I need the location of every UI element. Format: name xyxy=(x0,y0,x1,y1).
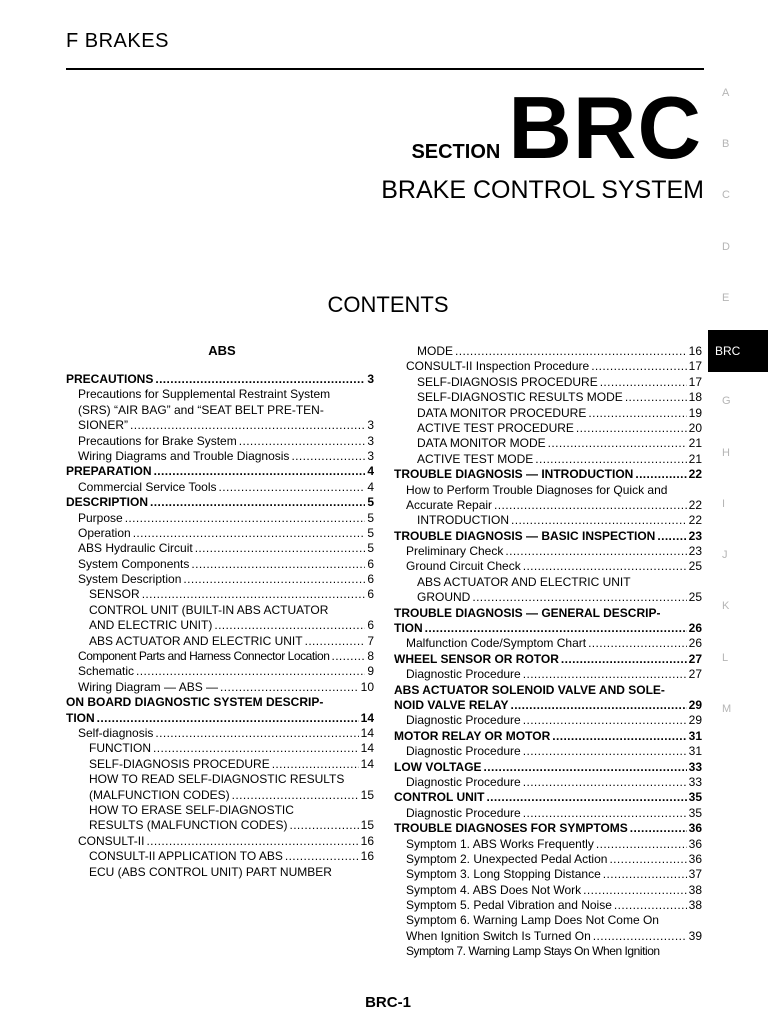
toc-entry-title: CONTROL UNIT (BUILT-IN ABS ACTUATOR xyxy=(89,602,329,617)
toc-entry-page: 39 xyxy=(688,928,702,943)
toc-entry-page: 3 xyxy=(367,418,374,433)
toc-entry-page: 29 xyxy=(688,697,702,712)
toc-entry-title: SELF-DIAGNOSTIC RESULTS MODE xyxy=(417,390,623,405)
side-tab-l[interactable]: L xyxy=(722,652,729,664)
toc-leader-dots xyxy=(588,406,686,421)
toc-entry-title: TROUBLE DIAGNOSIS — INTRODUCTION xyxy=(394,467,634,482)
toc-entry-page: 36 xyxy=(688,821,702,836)
toc-leader-dots xyxy=(630,821,687,836)
toc-entry[interactable] xyxy=(394,621,702,636)
toc-entry-title: ACTIVE TEST PROCEDURE xyxy=(417,420,574,435)
toc-leader-dots xyxy=(130,418,365,433)
toc-entry-title: TION xyxy=(66,710,95,725)
toc-entry-page: 33 xyxy=(688,774,702,789)
toc-entry-title: Diagnostic Procedure xyxy=(406,667,521,682)
toc-entry[interactable] xyxy=(66,387,374,402)
toc-entry-page: 3 xyxy=(367,433,374,448)
toc-entry-page: 23 xyxy=(688,528,702,543)
toc-entry-title: ABS ACTUATOR AND ELECTRIC UNIT xyxy=(417,574,631,589)
side-tab-j[interactable]: J xyxy=(722,549,728,561)
toc-entry[interactable] xyxy=(394,837,702,852)
toc-leader-dots xyxy=(239,434,366,449)
toc-entry-page: 4 xyxy=(367,464,374,479)
toc-entry-page: 27 xyxy=(688,651,702,666)
toc-entry[interactable] xyxy=(66,434,374,449)
toc-entry-title: Ground Circuit Check xyxy=(406,559,521,574)
toc-entry-page: 14 xyxy=(360,741,374,756)
toc-entry-title: Symptom 4. ABS Does Not Work xyxy=(406,882,582,897)
toc-entry-title: Wiring Diagrams and Trouble Diagnosis xyxy=(78,448,290,463)
toc-entry-page: 16 xyxy=(360,833,374,848)
toc-entry-title: WHEEL SENSOR OR ROTOR xyxy=(394,651,559,666)
side-tab-k[interactable]: K xyxy=(722,600,730,612)
toc-entry[interactable] xyxy=(394,559,702,574)
toc-entry-title: SELF-DIAGNOSIS PROCEDURE xyxy=(417,374,598,389)
toc-entry-page: 4 xyxy=(367,479,374,494)
toc-leader-dots xyxy=(125,511,366,526)
toc-entry-title: ABS ACTUATOR SOLENOID VALVE AND SOLE- xyxy=(394,682,665,697)
toc-entry[interactable] xyxy=(66,849,374,864)
side-tab-h[interactable]: H xyxy=(722,447,730,459)
toc-leader-dots xyxy=(593,929,687,944)
toc-entry-title: Diagnostic Procedure xyxy=(406,805,521,820)
toc-leader-dots xyxy=(596,837,687,852)
toc-entry[interactable] xyxy=(394,390,702,405)
toc-entry-page: 36 xyxy=(688,836,702,851)
toc-entry[interactable] xyxy=(394,375,702,390)
toc-entry[interactable] xyxy=(394,667,702,682)
toc-entry-title: RESULTS (MALFUNCTION CODES) xyxy=(89,818,288,833)
toc-entry[interactable] xyxy=(394,729,702,744)
toc-entry[interactable] xyxy=(66,618,374,633)
toc-leader-dots xyxy=(494,498,687,513)
toc-entry[interactable] xyxy=(66,757,374,772)
toc-entry-page: 9 xyxy=(367,664,374,679)
toc-entry[interactable] xyxy=(394,467,702,482)
toc-leader-dots xyxy=(155,372,365,387)
toc-entry-title: Symptom 3. Long Stopping Distance xyxy=(406,867,601,882)
toc-entry-title: MOTOR RELAY OR MOTOR xyxy=(394,728,551,743)
toc-entry-title: How to Perform Trouble Diagnoses for Quick and xyxy=(406,482,668,497)
toc-entry-title: TROUBLE DIAGNOSIS — BASIC INSPECTION xyxy=(394,528,656,543)
toc-entry[interactable] xyxy=(394,421,702,436)
toc-leader-dots xyxy=(523,667,687,682)
toc-entry-title: Self-diagnosis xyxy=(78,725,154,740)
toc-leader-dots xyxy=(272,757,359,772)
toc-entry-page: 5 xyxy=(367,525,374,540)
toc-entry-page: 6 xyxy=(367,618,374,633)
toc-entry-title: When Ignition Switch Is Turned On xyxy=(406,928,591,943)
toc-entry[interactable] xyxy=(66,557,374,572)
toc-leader-dots xyxy=(232,788,359,803)
toc-entry[interactable] xyxy=(66,834,374,849)
toc-left-column xyxy=(66,372,374,880)
toc-leader-dots xyxy=(523,775,687,790)
toc-entry[interactable] xyxy=(394,913,702,928)
toc-leader-dots xyxy=(195,541,366,556)
toc-entry[interactable] xyxy=(66,634,374,649)
toc-entry-page: 6 xyxy=(367,556,374,571)
toc-entry-title: NOID VALVE RELAY xyxy=(394,697,509,712)
toc-leader-dots xyxy=(635,467,686,482)
toc-entry-title: SIONER” xyxy=(78,418,129,433)
toc-entry[interactable] xyxy=(394,483,702,498)
toc-entry-title: Commercial Service Tools xyxy=(78,479,217,494)
toc-entry-page: 6 xyxy=(367,587,374,602)
toc-entry[interactable] xyxy=(394,513,702,528)
side-tab-brc-active[interactable]: BRC xyxy=(708,330,768,372)
toc-entry-page: 5 xyxy=(367,495,374,510)
toc-leader-dots xyxy=(425,621,687,636)
toc-leader-dots xyxy=(523,559,687,574)
contents-heading: CONTENTS xyxy=(327,292,449,317)
toc-leader-dots xyxy=(285,849,359,864)
toc-entry-page: 38 xyxy=(688,882,702,897)
side-tab-m[interactable]: M xyxy=(722,703,732,715)
toc-entry-title: GROUND xyxy=(417,590,471,605)
toc-entry-title: PRECAUTIONS xyxy=(66,372,154,386)
toc-leader-dots xyxy=(591,359,686,374)
toc-entry-title: SELF-DIAGNOSIS PROCEDURE xyxy=(89,756,270,771)
toc-entry-title: (SRS) “AIR BAG” and “SEAT BELT PRE-TEN- xyxy=(78,402,324,417)
toc-leader-dots xyxy=(523,713,687,728)
section-word: SECTION xyxy=(411,141,501,163)
toc-entry[interactable] xyxy=(66,664,374,679)
toc-entry[interactable] xyxy=(66,572,374,587)
toc-entry-page: 17 xyxy=(688,359,702,374)
toc-entry-page: 14 xyxy=(360,756,374,771)
toc-entry-title: Symptom 5. Pedal Vibration and Noise xyxy=(406,898,612,913)
toc-entry-title: Component Parts and Harness Connector Location xyxy=(78,649,330,664)
toc-entry-title: (MALFUNCTION CODES) xyxy=(89,787,230,802)
toc-leader-dots xyxy=(588,636,687,651)
toc-entry[interactable] xyxy=(66,603,374,618)
toc-entry-page: 37 xyxy=(688,867,702,882)
toc-entry-title: Diagnostic Procedure xyxy=(406,713,521,728)
toc-entry-page: 3 xyxy=(367,372,374,386)
toc-entry-page: 36 xyxy=(688,851,702,866)
toc-entry[interactable] xyxy=(394,590,702,605)
toc-entry-title: CONSULT-II APPLICATION TO ABS xyxy=(89,849,283,864)
toc-entry[interactable] xyxy=(66,449,374,464)
toc-entry-title: System Description xyxy=(78,572,182,587)
toc-leader-dots xyxy=(486,790,686,805)
toc-entry-title: DESCRIPTION xyxy=(66,495,149,510)
toc-entry[interactable] xyxy=(394,406,702,421)
toc-entry-title: ABS Hydraulic Circuit xyxy=(78,541,193,556)
toc-entry-page: 17 xyxy=(688,374,702,389)
toc-leader-dots xyxy=(191,557,365,572)
toc-entry[interactable] xyxy=(66,372,374,387)
toc-entry[interactable] xyxy=(394,698,702,713)
toc-leader-dots xyxy=(153,741,359,756)
toc-entry[interactable] xyxy=(394,775,702,790)
toc-leader-dots xyxy=(548,436,687,451)
toc-entry-title: ECU (ABS CONTROL UNIT) PART NUMBER xyxy=(89,864,332,879)
toc-entry[interactable] xyxy=(66,526,374,541)
toc-entry-page: 19 xyxy=(688,405,702,420)
side-tab-i[interactable]: I xyxy=(722,498,726,510)
toc-leader-dots xyxy=(583,883,686,898)
toc-leader-dots xyxy=(484,760,687,775)
toc-entry-title: ACTIVE TEST MODE xyxy=(417,451,534,466)
toc-entry[interactable] xyxy=(394,436,702,451)
toc-leader-dots xyxy=(291,449,365,464)
toc-entry-title: ABS ACTUATOR AND ELECTRIC UNIT xyxy=(89,633,303,648)
toc-entry[interactable] xyxy=(66,495,374,510)
toc-entry-page: 16 xyxy=(360,849,374,864)
toc-entry[interactable] xyxy=(394,898,702,913)
toc-leader-dots xyxy=(657,529,686,544)
side-tab-a[interactable]: A xyxy=(722,87,730,99)
toc-leader-dots xyxy=(609,852,686,867)
toc-entry-title: System Components xyxy=(78,556,190,571)
toc-entry[interactable] xyxy=(66,403,374,418)
toc-entry[interactable] xyxy=(394,806,702,821)
toc-entry-page: 26 xyxy=(688,621,702,636)
toc-entry-page: 10 xyxy=(360,679,374,694)
toc-entry[interactable] xyxy=(66,772,374,787)
toc-entry[interactable] xyxy=(394,852,702,867)
toc-entry[interactable] xyxy=(66,695,374,710)
document-title: BRAKE CONTROL SYSTEM xyxy=(381,176,704,204)
toc-leader-dots xyxy=(305,634,366,649)
toc-entry-title: Malfunction Code/Symptom Chart xyxy=(406,636,587,651)
abs-column-heading: ABS xyxy=(208,343,236,358)
toc-leader-dots xyxy=(289,818,358,833)
toc-leader-dots xyxy=(552,729,686,744)
toc-leader-dots xyxy=(219,480,366,495)
toc-entry-title: Symptom 6. Warning Lamp Does Not Come On xyxy=(406,913,659,928)
toc-entry-page: 33 xyxy=(688,759,702,774)
toc-entry[interactable] xyxy=(394,760,702,775)
toc-entry[interactable] xyxy=(66,865,374,880)
toc-entry-title: FUNCTION xyxy=(89,741,151,756)
toc-entry-title: Symptom 2. Unexpected Pedal Action xyxy=(406,851,608,866)
toc-entry-page: 3 xyxy=(367,448,374,463)
toc-entry-title: DATA MONITOR MODE xyxy=(417,436,546,451)
toc-leader-dots xyxy=(576,421,687,436)
toc-entry-title: TION xyxy=(394,621,423,636)
toc-entry-page: 23 xyxy=(688,544,702,559)
toc-entry-page: 22 xyxy=(688,467,702,482)
toc-entry-page: 21 xyxy=(688,451,702,466)
toc-entry[interactable] xyxy=(394,359,702,374)
toc-entry[interactable] xyxy=(394,636,702,651)
toc-entry-title: TROUBLE DIAGNOSES FOR SYMPTOMS xyxy=(394,821,628,836)
side-tab-g[interactable]: G xyxy=(722,395,731,407)
toc-entry-page: 35 xyxy=(688,790,702,805)
toc-entry[interactable] xyxy=(66,803,374,818)
toc-entry[interactable] xyxy=(394,867,702,882)
toc-entry-title: ON BOARD DIAGNOSTIC SYSTEM DESCRIP- xyxy=(66,695,324,710)
toc-entry[interactable] xyxy=(394,452,702,467)
toc-entry[interactable] xyxy=(66,741,374,756)
toc-leader-dots xyxy=(600,375,687,390)
toc-leader-dots xyxy=(511,513,687,528)
toc-entry[interactable] xyxy=(394,744,702,759)
toc-entry-title: TROUBLE DIAGNOSIS — GENERAL DESCRIP- xyxy=(394,605,661,620)
toc-entry-page: 18 xyxy=(688,390,702,405)
toc-entry-title: Symptom 1. ABS Works Frequently xyxy=(406,836,594,851)
toc-entry-title: Preliminary Check xyxy=(406,544,504,559)
toc-entry-page: 20 xyxy=(688,420,702,435)
toc-entry-page: 16 xyxy=(688,344,702,358)
toc-entry[interactable] xyxy=(394,606,702,621)
toc-entry[interactable] xyxy=(394,652,702,667)
toc-entry-page: 15 xyxy=(360,787,374,802)
toc-leader-dots xyxy=(523,806,687,821)
toc-entry-title: HOW TO READ SELF-DIAGNOSTIC RESULTS xyxy=(89,772,345,787)
toc-entry[interactable] xyxy=(394,883,702,898)
toc-entry-title: LOW VOLTAGE xyxy=(394,759,482,774)
toc-entry-page: 25 xyxy=(688,590,702,605)
side-tab-c[interactable]: C xyxy=(722,189,730,201)
toc-entry-title: MODE xyxy=(417,344,453,358)
toc-entry[interactable] xyxy=(394,929,702,944)
toc-entry[interactable] xyxy=(394,683,702,698)
toc-entry-title: Diagnostic Procedure xyxy=(406,774,521,789)
toc-entry[interactable] xyxy=(66,788,374,803)
toc-entry-page: 22 xyxy=(688,497,702,512)
toc-leader-dots xyxy=(142,587,366,602)
toc-entry-title: PREPARATION xyxy=(66,464,152,479)
toc-entry-page: 22 xyxy=(688,513,702,528)
toc-leader-dots xyxy=(331,649,365,664)
toc-entry-page: 26 xyxy=(688,636,702,651)
toc-entry[interactable] xyxy=(66,726,374,741)
toc-entry[interactable] xyxy=(66,680,374,695)
toc-entry-title: SENSOR xyxy=(89,587,140,602)
toc-entry-title: CONSULT-II xyxy=(78,833,145,848)
toc-entry-title: Schematic xyxy=(78,664,135,679)
toc-leader-dots xyxy=(510,698,686,713)
toc-entry-page: 5 xyxy=(367,510,374,525)
toc-entry-title: CONSULT-II Inspection Procedure xyxy=(406,359,590,374)
toc-entry[interactable] xyxy=(394,790,702,805)
section-code: BRC xyxy=(508,78,702,177)
toc-entry-page: 31 xyxy=(688,728,702,743)
toc-entry-title: Wiring Diagram — ABS — xyxy=(78,679,219,694)
toc-entry-title: Symptom 7. Warning Lamp Stays On When Ignition xyxy=(406,944,660,959)
toc-leader-dots xyxy=(523,744,687,759)
toc-leader-dots xyxy=(214,618,365,633)
toc-leader-dots xyxy=(155,726,358,741)
group-label: F BRAKES xyxy=(66,30,169,52)
toc-leader-dots xyxy=(625,390,687,405)
side-tab-e[interactable]: E xyxy=(722,292,730,304)
toc-entry-page: 31 xyxy=(688,744,702,759)
toc-entry-title: Precautions for Brake System xyxy=(78,433,237,448)
header-rule xyxy=(66,68,704,70)
toc-entry-title: Diagnostic Procedure xyxy=(406,744,521,759)
toc-entry-page: 27 xyxy=(688,667,702,682)
toc-entry-page: 25 xyxy=(688,559,702,574)
toc-leader-dots xyxy=(136,664,365,679)
toc-leader-dots xyxy=(183,572,365,587)
toc-entry[interactable] xyxy=(394,544,702,559)
toc-entry-title: Accurate Repair xyxy=(406,497,493,512)
toc-entry-page: 14 xyxy=(360,725,374,740)
toc-leader-dots xyxy=(133,526,366,541)
toc-entry[interactable] xyxy=(66,587,374,602)
toc-leader-dots xyxy=(455,344,687,359)
toc-entry[interactable] xyxy=(66,511,374,526)
toc-entry-page: 8 xyxy=(367,649,374,664)
side-tab-b[interactable]: B xyxy=(722,138,730,150)
toc-leader-dots xyxy=(614,898,687,913)
toc-leader-dots xyxy=(561,652,687,667)
toc-right-column xyxy=(394,344,702,960)
toc-leader-dots xyxy=(603,867,687,882)
toc-entry-page: 29 xyxy=(688,713,702,728)
toc-entry[interactable] xyxy=(66,464,374,479)
toc-entry-page: 6 xyxy=(367,572,374,587)
toc-entry[interactable] xyxy=(66,418,374,433)
toc-entry[interactable] xyxy=(394,944,702,959)
toc-leader-dots xyxy=(220,680,359,695)
toc-entry[interactable] xyxy=(394,529,702,544)
toc-entry[interactable] xyxy=(394,713,702,728)
toc-entry[interactable] xyxy=(394,821,702,836)
toc-leader-dots xyxy=(154,464,366,479)
toc-entry[interactable] xyxy=(66,818,374,833)
toc-entry[interactable] xyxy=(66,480,374,495)
toc-leader-dots xyxy=(150,495,365,510)
toc-leader-dots xyxy=(97,711,359,726)
toc-leader-dots xyxy=(472,590,686,605)
toc-entry-page: 38 xyxy=(688,898,702,913)
toc-entry-page: 35 xyxy=(688,805,702,820)
toc-leader-dots xyxy=(146,834,358,849)
toc-entry-title: CONTROL UNIT xyxy=(394,790,485,805)
section-heading xyxy=(411,78,702,177)
toc-entry-page: 7 xyxy=(367,633,374,648)
toc-entry[interactable] xyxy=(394,575,702,590)
side-tab-d[interactable]: D xyxy=(722,241,730,253)
toc-entry-page: 21 xyxy=(688,436,702,451)
toc-entry-page: 14 xyxy=(360,710,374,725)
toc-entry-title: Purpose xyxy=(78,510,123,525)
page-number: BRC-1 xyxy=(365,994,411,1011)
toc-entry[interactable] xyxy=(66,711,374,726)
toc-entry-title: AND ELECTRIC UNIT) xyxy=(89,618,213,633)
toc-entry-title: Precautions for Supplemental Restraint System xyxy=(78,387,331,402)
toc-entry[interactable] xyxy=(66,649,374,664)
toc-entry-title: HOW TO ERASE SELF-DIAGNOSTIC xyxy=(89,802,294,817)
toc-entry-page: 5 xyxy=(367,541,374,556)
toc-entry[interactable] xyxy=(394,498,702,513)
toc-entry[interactable] xyxy=(394,344,702,359)
toc-entry-page: 15 xyxy=(360,818,374,833)
toc-leader-dots xyxy=(535,452,686,467)
toc-entry-title: DATA MONITOR PROCEDURE xyxy=(417,405,587,420)
toc-entry-title: INTRODUCTION xyxy=(417,513,509,528)
toc-entry[interactable] xyxy=(66,541,374,556)
toc-leader-dots xyxy=(505,544,686,559)
toc-entry-title: Operation xyxy=(78,525,131,540)
